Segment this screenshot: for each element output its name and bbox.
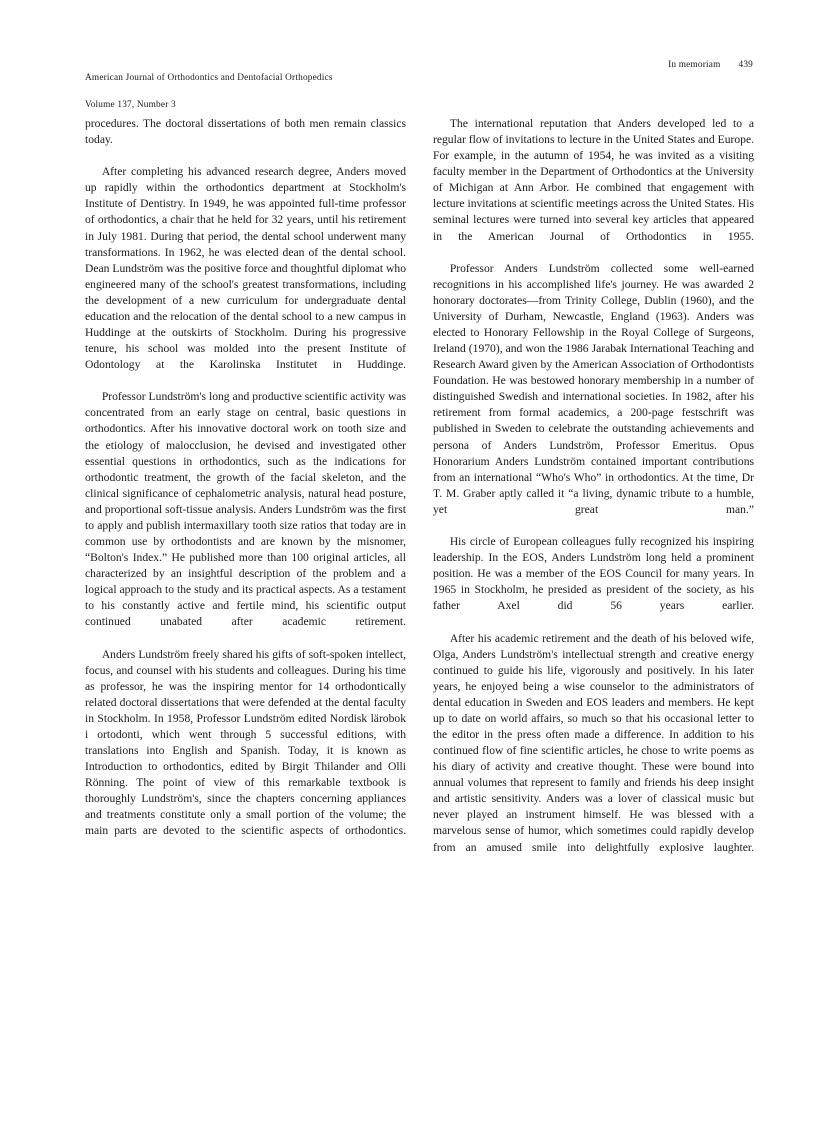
journal-volume-issue: Volume 137, Number 3 [85, 99, 176, 110]
body-columns [85, 116, 754, 872]
body-paragraph: His circle of European colleagues fully recognized his inspiring leadership. In the EOS, Anders Lundström long held a prominent position. He was a member of the EOS Council for many years. In 1965 in Stockholm, he presided as president of the society, as his father Axel did 56 years earlier. [433, 535, 754, 613]
page-number: 439 [738, 60, 753, 70]
body-paragraph: Professor Lundström's long and productive scientific activity was concentrated from an early stage on central, basic questions in orthodontics. After his innovative doctoral work on tooth size and the etiology of malocclusion, he devised and investigated other essential questions in orthodontics, such as the indications for orthodontic treatment, the growth of the facial skeleton, and the clinical significance of cephalometric analysis, natural head posture, and proportional soft-tissue analysis. Anders Lundström was the first to apply and publish intermaxillary tooth size ratios that today are in common use by orthodontists and are known by the misnomer, “Bolton's Index.” He published more than 100 original articles, all characterized by an insightful description of the problem and a logical approach to the study and its practical aspects. As a testament to his constantly active and fertile mind, his scientific output continued unabated after academic retirement. [85, 390, 406, 629]
journal-name: American Journal of Orthodontics and Dentofacial Orthopedics [85, 73, 333, 84]
body-paragraph: After his academic retirement and the death of his beloved wife, Olga, Anders Lundström's intellectual strength and creative energy continued to guide his life, vigorously and positively. In his later years, he enjoyed being a wise counselor to the administrators of dental education in Sweden and EOS leaders and members. He kept up to date on world affairs, so much so that his occasional letter to the editor in the press often made a difference. In addition to his continued flow of fine scientific articles, he chose to write poems as his diary of activity and creative thought. These were bound into annual volumes that represent to family and friends his deep insight and artistic sensitivity. Anders was a lover of classical music but never played an instrument himself. He was blessed with a marvelous sense of humor, which sometimes could rapidly develop from an amused smile into delightfully explosive laughter. [433, 631, 754, 854]
body-paragraph: procedures. The doctoral dissertations of both men remain classics today. [85, 117, 406, 147]
body-paragraph: After completing his advanced research degree, Anders moved up rapidly within the orthodontics department at Stockholm's Institute of Dentistry. In 1949, he was appointed full-time professor of orthodontics, a chair that he held for 32 years, until his retirement in July 1981. During that period, the dental school underwent many transformations. In 1962, he was elected dean of the dental school. Dean Lundström was the positive force and thoughtful diplomat who engineered many of the school's greatest transformations, including the development of a new curriculum for undergraduate dental education and the relocation of the dental school to a new campus in Huddinge at the outskirts of Stockholm. During his progressive tenure, his school was molded into the present Institute of Odontology at the Karolinska Institutet in Huddinge. [85, 165, 406, 372]
running-head-right [668, 59, 753, 72]
body-paragraph: The international reputation that Anders developed led to a regular flow of invitations to lecture in the United States and Europe. For example, in the autumn of 1954, he was invited as a visiting faculty member in the Department of Orthodontics at the University of Michigan at Ann Arbor. He combined that engagement with lecture invitations at scientific meetings across the United States. His seminal lectures were turned into several key articles that appeared in the American Journal of Orthodontics in 1955. [433, 117, 754, 243]
body-paragraph: Anders Lundström freely shared his gifts of soft-spoken intellect, focus, and counsel with his students and colleagues. During his time as professor, he was the inspiring mentor for 14 orthodontically related doctoral dissertations that were defended at the dental faculty in Stockholm. In 1958, Professor Lundström edited Nordisk lärobok i ortodonti, which went through 5 successful editions, with translations into English and Spanish. Today, it is known as Introduction to orthodontics, edited by Birgit Thilander and Olli Rönning. The point of view of this remarkable textbook is thoroughly Lundström's, since the chapters concerning appliances and treatments constitute only a small portion of the volume; the main parts are devoted to the scientific aspects of orthodontics. [85, 647, 406, 838]
text-column-left [85, 116, 406, 872]
text-column-right [433, 116, 754, 872]
section-label: In memoriam [668, 60, 721, 70]
body-paragraph: Professor Anders Lundström collected some well-earned recognitions in his accomplished life's journey. He was awarded 2 honorary doctorates—from Trinity College, Dublin (1960), and the University of Durham, Newcastle, England (1963). Anders was elected to Honorary Fellowship in the Royal College of Surgeons, Ireland (1970), and won the 1986 Jarabak International Teaching and Research Award given by the American Association of Orthodontists Foundation. He was bestowed honorary membership in a number of distinguished Swedish and international societies. In 1982, after his retirement from formal academics, a 200-page festschrift was published in Sweden to celebrate the outstanding achievements and persona of Anders Lundström, Professor Emeritus. Opus Honorarium Anders Lundström contained important contributions from an international “Who's Who” in orthodontics. At the time, Dr T. M. Graber aptly called it “a living, dynamic tribute to a humble, yet great man.” [433, 261, 754, 516]
